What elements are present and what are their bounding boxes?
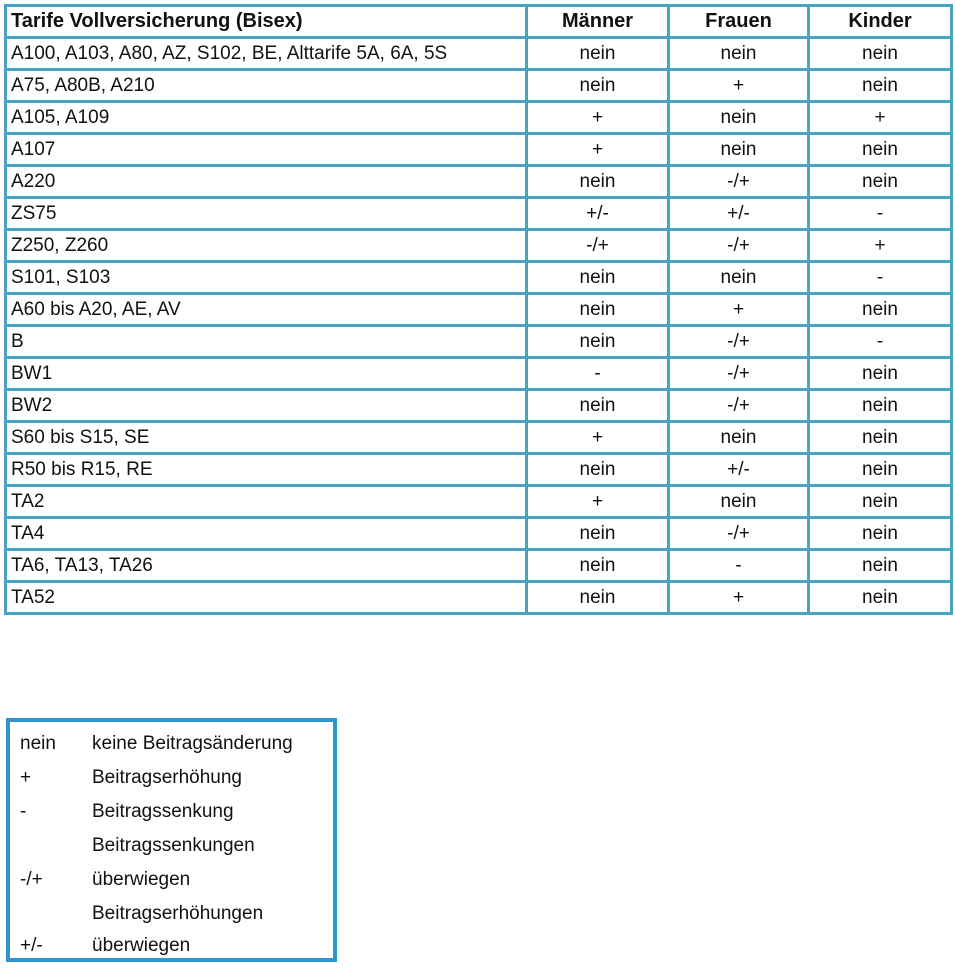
value-maenner: nein (527, 262, 669, 294)
tariff-name: A75, A80B, A210 (6, 70, 527, 102)
table-row (6, 198, 952, 230)
tariff-name: S101, S103 (6, 262, 527, 294)
value-maenner: nein (527, 582, 669, 614)
value-maenner: nein (527, 38, 669, 70)
table-row (6, 294, 952, 326)
table-row (6, 422, 952, 454)
table-row (6, 166, 952, 198)
value-frauen: -/+ (669, 358, 809, 390)
tariff-name: B (6, 326, 527, 358)
table-row (6, 134, 952, 166)
value-kinder: nein (809, 166, 952, 198)
value-kinder: nein (809, 390, 952, 422)
header-tarife: Tarife Vollversicherung (Bisex) (6, 6, 527, 38)
legend-box (6, 718, 337, 962)
value-kinder: - (809, 198, 952, 230)
table-row (6, 486, 952, 518)
tariff-name: R50 bis R15, RE (6, 454, 527, 486)
table-row (6, 390, 952, 422)
value-maenner: nein (527, 390, 669, 422)
legend-description: Beitragserhöhung (92, 767, 242, 788)
value-kinder: nein (809, 70, 952, 102)
value-frauen: -/+ (669, 166, 809, 198)
value-kinder: + (809, 102, 952, 134)
value-kinder: nein (809, 486, 952, 518)
value-kinder: nein (809, 134, 952, 166)
tariff-table (4, 4, 953, 615)
legend-symbol: -/+ (20, 869, 43, 890)
value-frauen: nein (669, 102, 809, 134)
table-row (6, 454, 952, 486)
value-frauen: -/+ (669, 390, 809, 422)
value-frauen: + (669, 70, 809, 102)
value-maenner: nein (527, 454, 669, 486)
tariff-name: TA4 (6, 518, 527, 550)
value-kinder: nein (809, 38, 952, 70)
value-maenner: - (527, 358, 669, 390)
tariff-name: Z250, Z260 (6, 230, 527, 262)
value-frauen: nein (669, 422, 809, 454)
table-row (6, 358, 952, 390)
value-frauen: + (669, 582, 809, 614)
value-maenner: + (527, 422, 669, 454)
table-row (6, 102, 952, 134)
value-kinder: - (809, 262, 952, 294)
tariff-name: TA2 (6, 486, 527, 518)
legend-symbol: + (20, 767, 32, 788)
tariff-name: TA52 (6, 582, 527, 614)
legend-description: überwiegen (92, 869, 191, 890)
value-frauen: + (669, 294, 809, 326)
tariff-name: S60 bis S15, SE (6, 422, 527, 454)
tariff-name: A107 (6, 134, 527, 166)
value-frauen: +/- (669, 454, 809, 486)
value-maenner: nein (527, 550, 669, 582)
value-maenner: + (527, 134, 669, 166)
value-maenner: nein (527, 70, 669, 102)
table-row (6, 230, 952, 262)
tariff-name: A105, A109 (6, 102, 527, 134)
legend-description: Beitragssenkungen (92, 835, 255, 856)
table-header-row (6, 6, 952, 38)
tariff-name: A220 (6, 166, 527, 198)
value-kinder: nein (809, 358, 952, 390)
value-maenner: nein (527, 326, 669, 358)
table-row (6, 70, 952, 102)
value-frauen: nein (669, 262, 809, 294)
value-frauen: nein (669, 486, 809, 518)
value-frauen: -/+ (669, 518, 809, 550)
legend-description: keine Beitragsänderung (92, 733, 293, 754)
value-kinder: nein (809, 518, 952, 550)
value-kinder: + (809, 230, 952, 262)
value-maenner: -/+ (527, 230, 669, 262)
table-row (6, 38, 952, 70)
tariff-name: A100, A103, A80, AZ, S102, BE, Alttarife 5A, 6A, 5S (6, 38, 527, 70)
value-kinder: - (809, 326, 952, 358)
value-maenner: +/- (527, 198, 669, 230)
table-row (6, 262, 952, 294)
value-maenner: + (527, 102, 669, 134)
legend-symbol: nein (20, 733, 56, 754)
header-maenner: Männer (527, 6, 669, 38)
tariff-name: BW2 (6, 390, 527, 422)
value-kinder: nein (809, 454, 952, 486)
header-frauen: Frauen (669, 6, 809, 38)
legend-symbol: +/- (20, 935, 43, 956)
value-frauen: +/- (669, 198, 809, 230)
table-row (6, 326, 952, 358)
value-frauen: - (669, 550, 809, 582)
value-frauen: nein (669, 134, 809, 166)
tariff-name: ZS75 (6, 198, 527, 230)
value-maenner: nein (527, 166, 669, 198)
legend-description: Beitragserhöhungen (92, 903, 264, 924)
value-kinder: nein (809, 422, 952, 454)
value-kinder: nein (809, 294, 952, 326)
legend-description: überwiegen (92, 935, 191, 956)
legend-symbol: - (20, 801, 27, 822)
tariff-name: TA6, TA13, TA26 (6, 550, 527, 582)
value-frauen: -/+ (669, 326, 809, 358)
value-kinder: nein (809, 550, 952, 582)
legend-description: Beitragssenkung (92, 801, 234, 822)
value-frauen: -/+ (669, 230, 809, 262)
header-kinder: Kinder (809, 6, 952, 38)
value-frauen: nein (669, 38, 809, 70)
value-maenner: nein (527, 294, 669, 326)
value-maenner: nein (527, 518, 669, 550)
value-kinder: nein (809, 582, 952, 614)
tariff-name: A60 bis A20, AE, AV (6, 294, 527, 326)
table-row (6, 582, 952, 614)
table-row (6, 550, 952, 582)
value-maenner: + (527, 486, 669, 518)
table-row (6, 518, 952, 550)
tariff-name: BW1 (6, 358, 527, 390)
